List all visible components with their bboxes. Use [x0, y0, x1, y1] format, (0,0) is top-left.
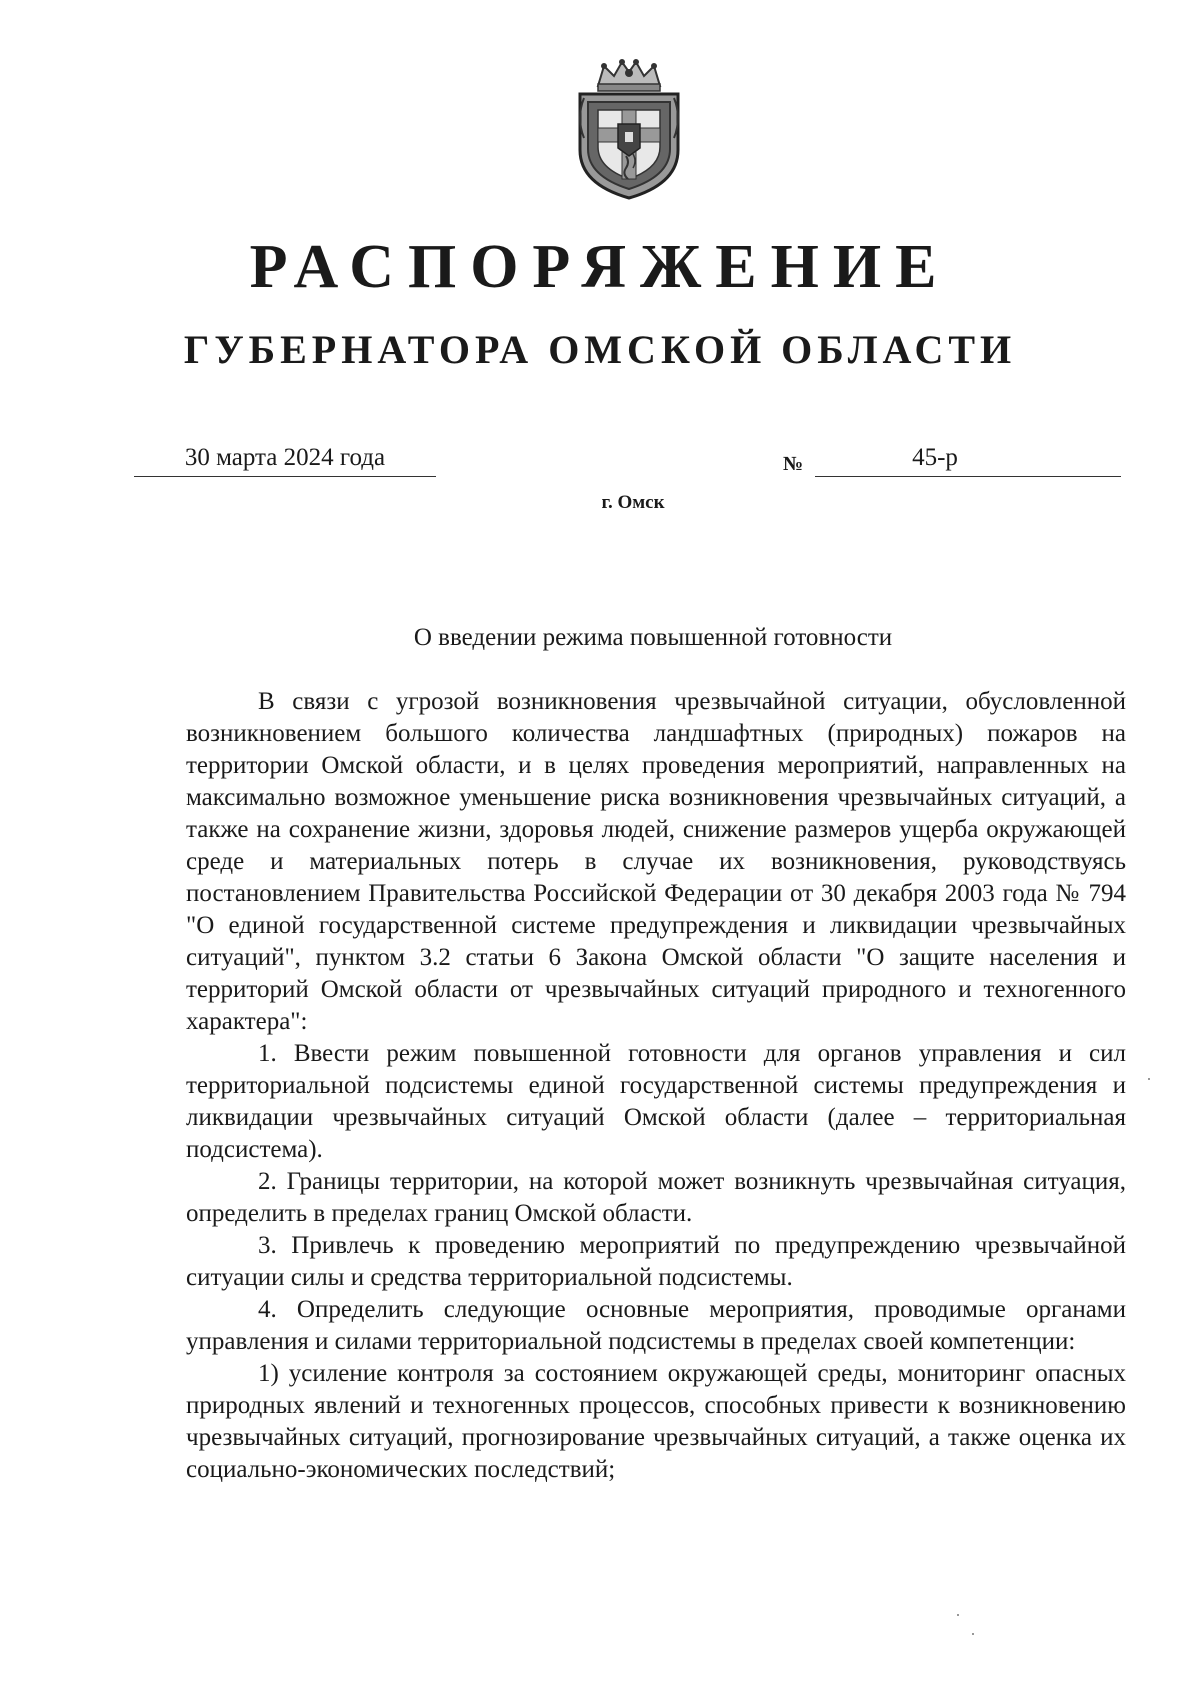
paragraph-subitem-1: 1) усиление контроля за состоянием окружающей среды, мониторинг опасных природных явлений и техногенных процессов, способных привести к возникновению чрезвычайных ситуаций, прогнозирование чрезвычайных ситуаций, а также оценка их социально-экономических последствий; — [186, 1360, 1126, 1483]
scan-speck — [1148, 1078, 1150, 1080]
coat-of-arms-icon — [570, 58, 688, 200]
document-date: 30 марта 2024 года — [134, 444, 436, 477]
paragraph-item-2: 2. Границы территории, на которой может возникнуть чрезвычайная ситуация, определить в пределах границ Омской области. — [186, 1168, 1126, 1227]
document-heading: О введении режима повышенной готовности — [413, 624, 893, 651]
paragraph-preamble: В связи с угрозой возникновения чрезвычайной ситуации, обусловленной возникновением большого количества ландшафтных (природных) пожаров на территории Омской области, и в целях проведения мероприятий, направленных на максимально возможное уменьшение риска возникновения чрезвычайных ситуаций, а также на сохранение жизни, здоровья людей, снижение размеров ущерба окружающей среде и материальных потерь в случае их возникновения, руководствуясь постановлением Правительства Российской Федерации от 30 декабря 2003 года № 794 "О единой государственной системе предупреждения и ликвидации чрезвычайных ситуаций", пунктом 3.2 статьи 6 Закона Омской области "О защите населения и территорий Омской области от чрезвычайных ситуаций природного и техногенного характера": — [186, 688, 1126, 1035]
document-body — [186, 686, 1126, 1486]
document-number: 45-р — [912, 444, 958, 471]
document-title: РАСПОРЯЖЕНИЕ — [249, 233, 951, 301]
scan-speck — [957, 1614, 959, 1616]
paragraph-item-3: 3. Привлечь к проведению мероприятий по предупреждению чрезвычайной ситуации силы и средства территориальной подсистемы. — [186, 1232, 1126, 1291]
scan-speck — [972, 1633, 974, 1635]
document-city: г. Омск — [601, 492, 665, 513]
document-subtitle: ГУБЕРНАТОРА ОМСКОЙ ОБЛАСТИ — [183, 327, 1017, 372]
paragraph-item-1: 1. Ввести режим повышенной готовности для органов управления и сил территориальной подсистемы единой государственной системы предупреждения и ликвидации чрезвычайных ситуаций Омской области (далее – территориальная подсистема). — [186, 1040, 1126, 1163]
paragraph-item-4: 4. Определить следующие основные мероприятия, проводимые органами управления и силами территориальной подсистемы в пределах своей компетенции: — [186, 1296, 1126, 1355]
number-sign: № — [783, 453, 804, 475]
document-number-field — [815, 444, 1121, 477]
